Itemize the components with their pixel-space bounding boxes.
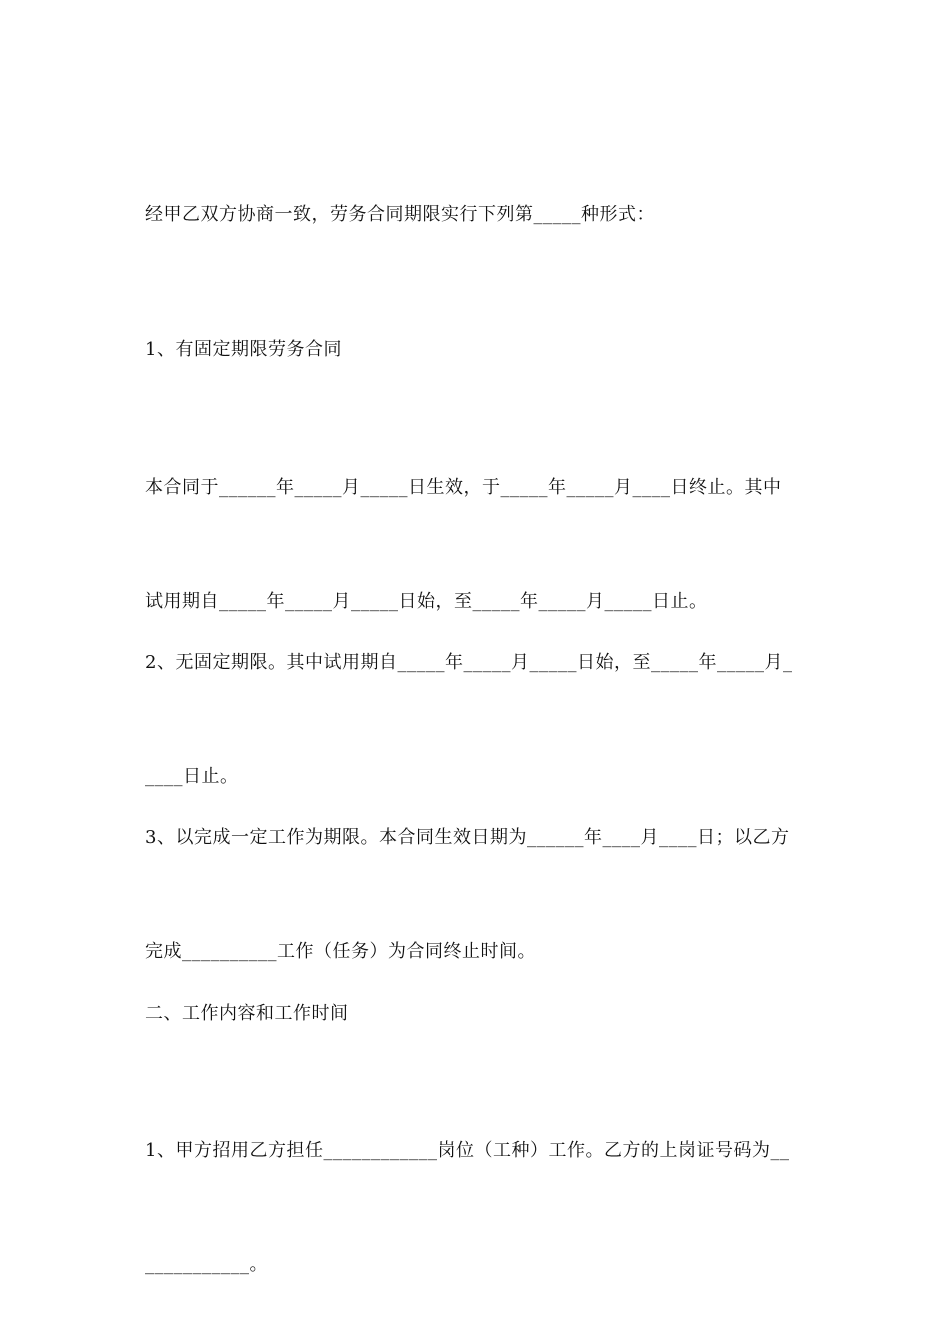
section-two-title: 二、工作内容和工作时间 <box>145 1003 349 1024</box>
fixed-term-heading <box>145 255 815 407</box>
open-ended-line-1: 2、无固定期限。其中试用期自_____年_____月_____日始，至_____年_____月_ <box>145 652 793 673</box>
intro-paragraph <box>145 120 815 272</box>
fixed-term-line-2: 试用期自_____年_____月_____日始，至_____年_____月_____日止。 <box>145 591 708 612</box>
job-position-line-1: 1、甲方招用乙方担任____________岗位（工种）工作。乙方的上岗证号码为__ <box>145 1140 790 1161</box>
fixed-term-title: 1、有固定期限劳务合同 <box>145 339 342 360</box>
job-position-clause <box>145 1056 815 1322</box>
intro-text: 经甲乙双方协商一致，劳务合同期限实行下列第_____种形式： <box>145 204 655 225</box>
job-position-line-2: ___________。 <box>145 1254 268 1275</box>
task-based-line-2: 完成__________工作（任务）为合同终止时间。 <box>145 941 536 962</box>
fixed-term-line-1: 本合同于______年_____月_____日生效，于_____年_____月____日终止。其中 <box>145 477 782 498</box>
open-ended-line-2: ____日止。 <box>145 766 239 787</box>
section-two-heading <box>145 919 815 1071</box>
task-based-line-1: 3、以完成一定工作为期限。本合同生效日期为______年____月____日；以乙方 <box>145 827 790 848</box>
